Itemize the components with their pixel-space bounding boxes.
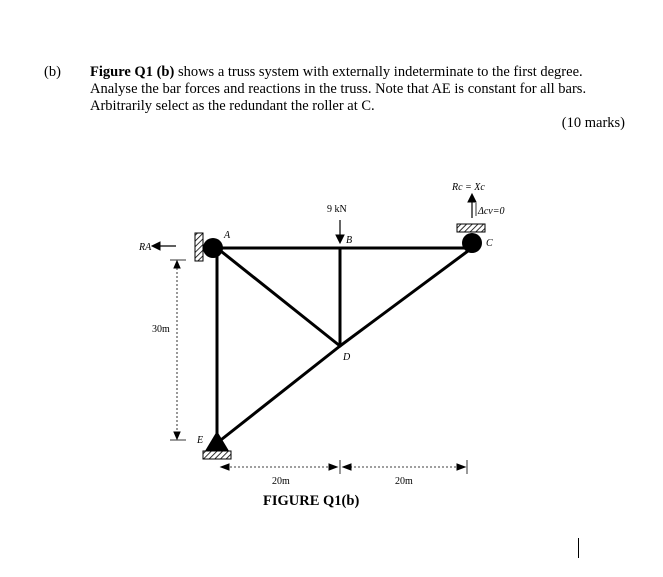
label-A: A xyxy=(224,230,231,241)
label-B: B xyxy=(346,235,353,246)
load-arrow xyxy=(336,220,344,243)
label-height: 30m xyxy=(152,324,170,335)
truss-members xyxy=(217,248,472,443)
label-span1: 20m xyxy=(272,476,290,487)
question-body: shows a truss system with externally indeterminate to the first degree. Analyse the bar forces and reactions in the truss. Note that AE is constant for all bars. Arbitrarily select as the redundant the roller at C. xyxy=(90,64,587,114)
member-ED xyxy=(217,346,340,443)
dimension-height xyxy=(170,260,186,440)
support-A xyxy=(195,233,223,261)
reaction-RA-arrow xyxy=(152,242,176,250)
label-RA: RA xyxy=(139,242,152,253)
member-AD xyxy=(217,248,340,346)
label-load: 9 kN xyxy=(327,204,347,215)
text-cursor xyxy=(578,538,579,558)
reaction-RC-arrow xyxy=(468,194,476,218)
label-delta: Δcv=0 xyxy=(478,206,505,217)
marks-label: (10 marks) xyxy=(561,115,625,131)
member-DC xyxy=(340,248,472,346)
label-span2: 20m xyxy=(395,476,413,487)
dimension-spans xyxy=(221,460,467,474)
figure-reference: Figure Q1 (b) xyxy=(90,64,175,80)
part-label: (b) xyxy=(44,64,61,80)
label-E: E xyxy=(197,435,204,446)
figure-caption: FIGURE Q1(b) xyxy=(263,493,360,509)
label-C: C xyxy=(486,238,493,249)
label-D: D xyxy=(343,352,351,363)
label-RC: Rc = Xc xyxy=(452,182,485,193)
